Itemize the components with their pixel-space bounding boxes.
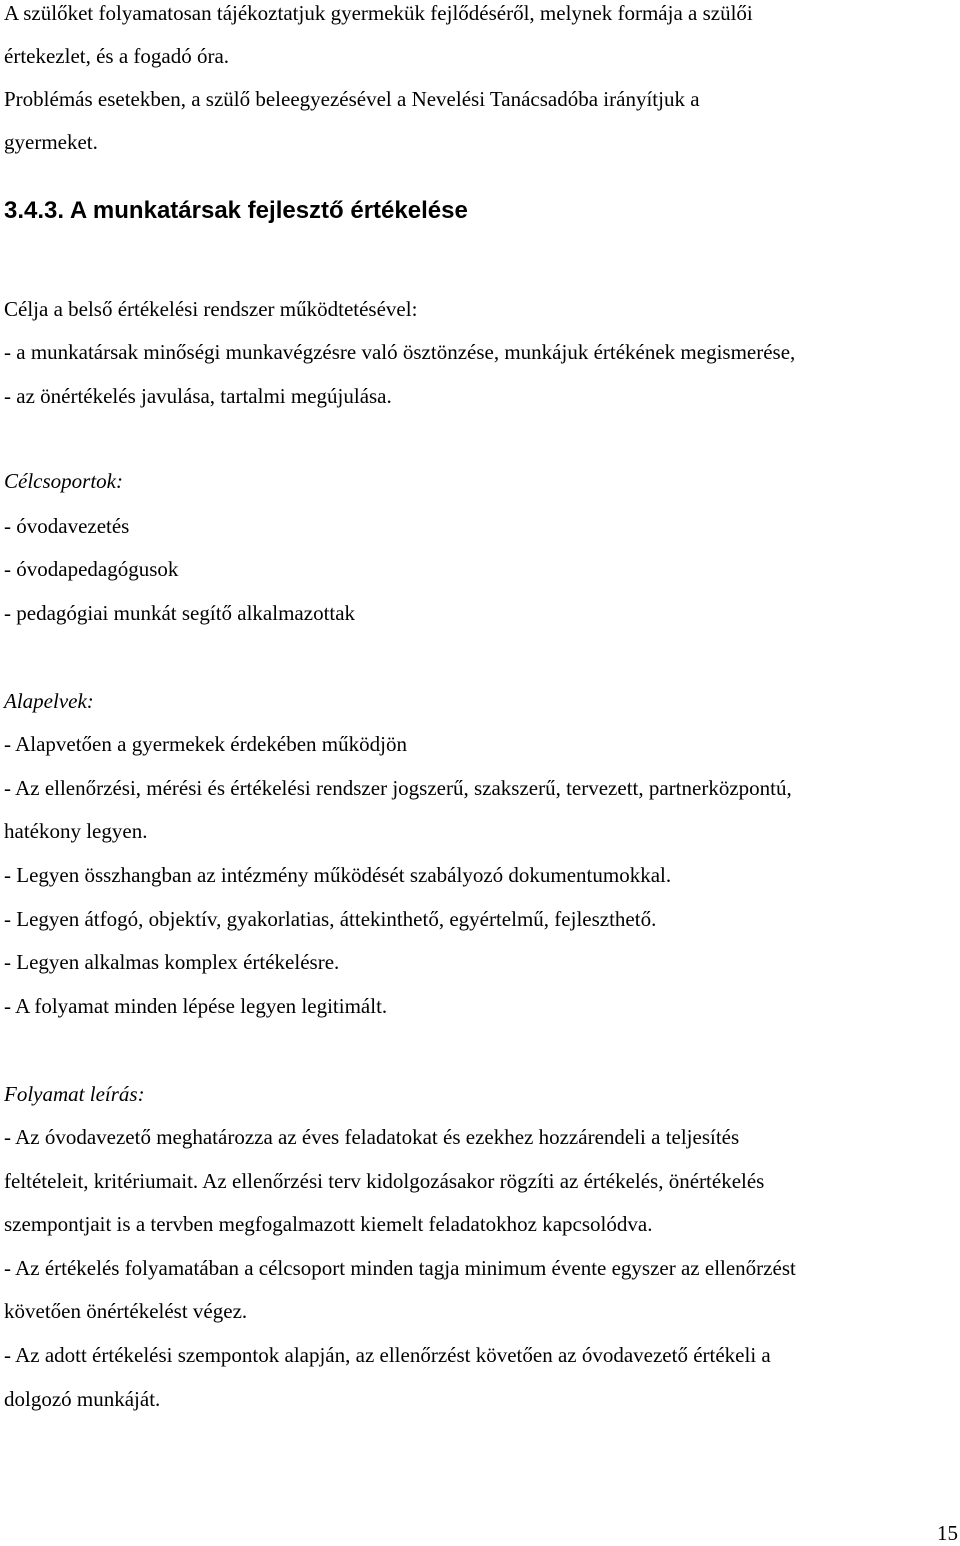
goal-line: Célja a belső értékelési rendszer működtetésével: (4, 297, 418, 321)
process-line: követően önértékelést végez. (4, 1299, 248, 1323)
intro-line: Problémás esetekben, a szülő beleegyezésével a Nevelési Tanácsadóba irányítjuk a (4, 87, 700, 111)
principle-line: - Legyen összhangban az intézmény működését szabályozó dokumentumokkal. (4, 863, 672, 887)
process-title: Folyamat leírás: (4, 1082, 145, 1106)
principle-line: - A folyamat minden lépése legyen legitimált. (4, 994, 388, 1018)
process-line: - Az adott értékelési szempontok alapján, az ellenőrzést követően az óvodavezető értékeli a (4, 1343, 771, 1367)
section-heading: 3.4.3. A munkatársak fejlesztő értékelése (4, 197, 468, 224)
target-group-item: - óvodapedagógusok (4, 557, 179, 581)
principle-line: - Legyen alkalmas komplex értékelésre. (4, 950, 340, 974)
process-line: - Az értékelés folyamatában a célcsoport minden tagja minimum évente egyszer az ellenőrzést (4, 1256, 796, 1280)
document-page (4, 0, 960, 1543)
process-line: dolgozó munkáját. (4, 1387, 161, 1411)
process-line: feltételeit, kritériumait. Az ellenőrzési terv kidolgozásakor rögzíti az értékelés, önértékelés (4, 1169, 765, 1193)
target-groups-title: Célcsoportok: (4, 469, 123, 493)
target-group-item: - pedagógiai munkát segítő alkalmazottak (4, 601, 356, 625)
intro-line: A szülőket folyamatosan tájékoztatjuk gyermekük fejlődéséről, melynek formája a szülői (4, 1, 753, 25)
intro-line: értekezlet, és a fogadó óra. (4, 44, 230, 68)
principle-line: - Az ellenőrzési, mérési és értékelési rendszer jogszerű, szakszerű, tervezett, partnerközpontú, (4, 776, 792, 800)
target-group-item: - óvodavezetés (4, 514, 130, 538)
principle-line: - Legyen átfogó, objektív, gyakorlatias, áttekinthető, egyértelmű, fejleszthető. (4, 907, 657, 931)
goal-line: - a munkatársak minőségi munkavégzésre való ösztönzése, munkájuk értékének megismerése, (4, 340, 796, 364)
principle-line: - Alapvetően a gyermekek érdekében működjön (4, 732, 407, 756)
process-line: szempontjait is a tervben megfogalmazott kiemelt feladatokhoz kapcsolódva. (4, 1212, 653, 1236)
page-number: 15 (937, 1521, 958, 1545)
principle-line: hatékony legyen. (4, 819, 148, 843)
goal-line: - az önértékelés javulása, tartalmi megújulása. (4, 384, 392, 408)
process-line: - Az óvodavezető meghatározza az éves feladatokat és ezekhez hozzárendeli a teljesítés (4, 1125, 740, 1149)
intro-line: gyermeket. (4, 130, 98, 154)
principles-title: Alapelvek: (4, 689, 94, 713)
